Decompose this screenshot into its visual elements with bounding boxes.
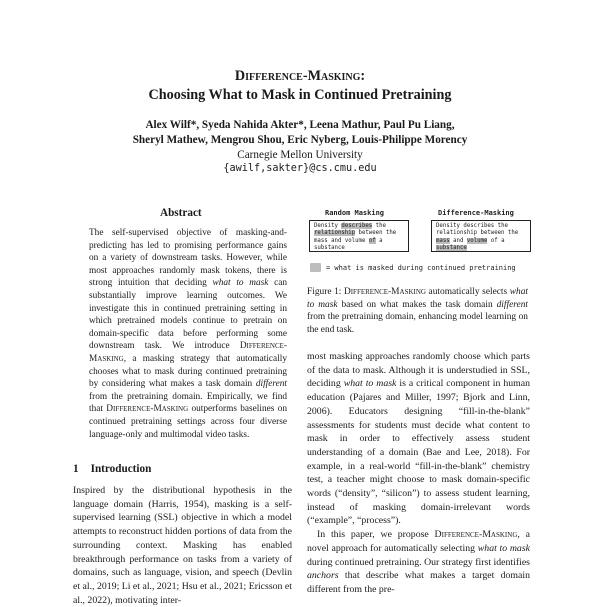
right-paragraph-1 — [307, 350, 530, 528]
authors-line-2: Sheryl Mathew, Mengrou Shou, Eric Nyberg, Louis-Philippe Morency — [132, 134, 468, 146]
right-text-2d: that describe what makes a target domain different from the pre- — [307, 570, 530, 595]
difference-token: describes the relationship between the — [436, 223, 519, 237]
paper-title — [0, 67, 600, 105]
caption-label: Figure 1: — [307, 287, 344, 297]
right-emph-1: what to mask — [343, 378, 397, 390]
title-line-2: Choosing What to Mask in Continued Pretraining — [148, 87, 452, 103]
author-email[interactable]: {awilf,sakter}@cs.cmu.edu — [223, 163, 377, 174]
random-token: Density — [314, 223, 342, 229]
section-title: Introduction — [90, 463, 152, 475]
figure-legend — [310, 263, 516, 272]
abstract-emph-2: different — [255, 379, 287, 390]
random-masked-token: describes — [341, 223, 373, 229]
right-method-name: Difference-Masking — [434, 529, 518, 541]
random-token: between the mass and volume — [314, 230, 397, 244]
caption-text-b: based on what makes the task domain — [337, 299, 497, 310]
random-masked-token: of — [368, 237, 376, 244]
right-column-text — [307, 350, 530, 597]
right-text-2c: during continued pretraining. Our strategy first identifies — [307, 556, 530, 568]
caption-text-a: automatically selects — [425, 287, 510, 297]
figure-caption — [307, 286, 528, 336]
random-masked-token: relationship — [314, 230, 356, 237]
abstract-body — [89, 227, 287, 441]
section-number: 1 — [73, 463, 79, 475]
right-text-2b: , a novel approach for automatically selecting — [307, 529, 530, 554]
difference-masked-token: volume — [466, 237, 488, 244]
legend-text: = what is masked during continued pretraining — [326, 263, 516, 272]
abstract-heading: Abstract — [160, 207, 202, 219]
affiliation: Carnegie Mellon University — [237, 149, 363, 161]
random-token: the — [372, 223, 386, 229]
intro-heading — [73, 463, 151, 475]
abstract-method-name-2: Difference-Masking — [106, 404, 189, 415]
right-text-1b: is a critical component in human education (Pajares and Miller, 1997; Bjork and Linn, 2006). Educators designing “fill-in-the-blank” assessments for students must decide what content to mask in order to effectively assess student understanding of a domain (Bae and Lee, 2018). For example, in a real-world “fill-in-the-blank” chemistry test, a teacher might choose to mask domain-specific words (“density”, “silicon”) to assess student learning, instead of masking domain-irrelevant words (“example”, “process”). — [307, 378, 530, 527]
difference-masked-token: substance — [436, 245, 467, 252]
abstract-text-3: , a masking strategy that automatically chooses what to mask during continued pretraining by considering what makes a task domain — [89, 353, 287, 390]
abstract-emph-1: what to mask — [212, 278, 269, 289]
right-text-1a: most masking approaches randomly choose which parts of the data to mask. Although it is understudied in SSL, deciding — [307, 351, 530, 390]
abstract-text-4: from the pretraining domain. Empirically, we find that — [89, 391, 287, 415]
caption-method-name: Difference-Masking — [343, 287, 426, 297]
abstract-method-name-1: Difference-Masking — [89, 341, 287, 364]
abstract-text-2: can substantially improve learning outcomes. We investigate this in continued pretraining setting in which pretrained models continue to pretrain on domain-specific data before performing some downstream task. We introduce — [89, 278, 287, 352]
difference-masked-token: mass — [436, 237, 450, 244]
author-list — [0, 118, 600, 148]
difference-token: and — [449, 237, 467, 244]
random-masking-box — [309, 220, 409, 252]
right-text-2a: In this paper, we propose — [317, 529, 435, 541]
difference-masking-title: Difference-Masking — [438, 209, 514, 217]
random-token: a substance — [314, 237, 383, 252]
random-masking-title: Random Masking — [325, 209, 385, 217]
authors-line-1: Alex Wilf*, Syeda Nahida Akter*, Leena Mathur, Paul Pu Liang, — [145, 119, 455, 131]
abstract-text-1: The self-supervised objective of masking-and-predicting has led to promising performance gains on a variety of downstream tasks. However, while most approaches randomly mask tokens, there is strong intuition that deciding — [89, 228, 287, 289]
title-line-1: Difference-Masking: — [234, 68, 366, 84]
intro-paragraph: Inspired by the distributional hypothesis in the language domain (Harris, 1954), masking is a self-supervised learning (SSL) objective in which a model attempts to reconstruct hidden portions of data from the surrounding context. Masking has enabled breakthrough performance on tasks from a variety of domains, such as language, vision, and speech (Devlin et al., 2019; Li et al., 2021; Hsu et al., 2021; Ericsson et al., 2022), motivating inter- — [73, 485, 292, 606]
right-paragraph-2 — [307, 528, 530, 597]
mask-swatch — [310, 263, 321, 272]
right-emph-3: anchors — [307, 570, 339, 582]
caption-emph-1: what to mask — [307, 287, 528, 310]
difference-token: of a — [487, 237, 505, 244]
difference-masking-box — [431, 220, 531, 252]
right-emph-2: what to mask — [477, 542, 530, 554]
caption-emph-2: different — [496, 299, 528, 310]
difference-token: Density — [436, 223, 460, 229]
caption-text-c: from the pretraining domain, enhancing model learning on the end task. — [307, 312, 528, 335]
abstract-text-5: outperforms baselines on continued pretraining settings across four diverse language-only and multimodal video tasks. — [89, 404, 288, 440]
